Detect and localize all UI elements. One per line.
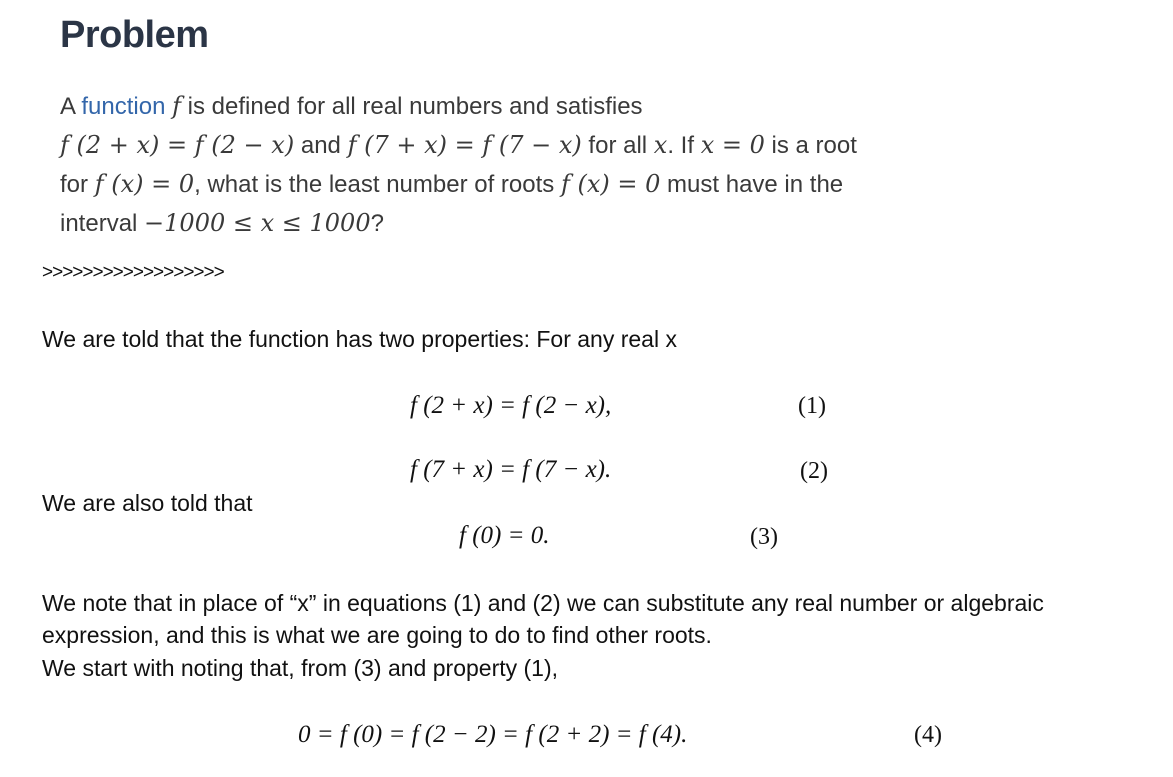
equation-2: [410, 456, 611, 484]
problem-text: A: [60, 93, 82, 120]
math-f: f: [172, 92, 181, 120]
problem-line-2: [60, 131, 857, 160]
math-eq: f (x) = 0: [94, 170, 195, 198]
problem-title: Problem: [60, 14, 209, 56]
equation-4-text: 0 = f (0) = f (2 − 2) = f (2 + 2) = f (4).: [298, 721, 688, 748]
note-line-1: We note that in place of “x” in equations (1) and (2) we can substitute any real number or algebraic: [42, 590, 1044, 616]
equation-1: [410, 392, 611, 420]
problem-text: is defined for all real numbers and satisfies: [180, 93, 643, 120]
note-line-3: We start with noting that, from (3) and property (1),: [42, 655, 559, 681]
solution-intro: We are told that the function has two properties: For any real x: [42, 326, 677, 352]
problem-text: for all: [581, 132, 654, 159]
problem-text: and: [294, 132, 348, 159]
problem-text: is a root: [764, 132, 857, 159]
math-eq: f (x) = 0: [560, 170, 661, 198]
equation-3: [459, 522, 549, 550]
equation-2-number: (2): [800, 458, 828, 484]
problem-text: interval: [60, 210, 145, 237]
math-eq: f (7 + x) = f (7 − x): [347, 131, 582, 159]
math-x: x: [653, 131, 668, 159]
problem-line-4: [60, 209, 384, 238]
problem-text: for: [60, 171, 95, 198]
problem-text: , what is the least number of roots: [194, 171, 561, 198]
problem-text: ?: [370, 210, 384, 237]
problem-line-3: [60, 170, 843, 199]
equation-2-text: f (7 + x) = f (7 − x).: [410, 456, 612, 483]
equation-1-text: f (2 + x) = f (2 − x),: [410, 392, 612, 419]
equation-1-number: (1): [798, 393, 826, 419]
math-eq: f (2 + x) = f (2 − x): [60, 131, 295, 159]
note-line-2: expression, and this is what we are going to do to find other roots.: [42, 622, 712, 648]
equation-4: [298, 721, 687, 749]
equation-3-text: f (0) = 0.: [459, 522, 550, 549]
separator: >>>>>>>>>>>>>>>>>>: [42, 262, 224, 283]
problem-line-1: [60, 92, 643, 121]
math-eq: x = 0: [700, 131, 765, 159]
also-told-text: We are also told that: [42, 490, 253, 516]
function-link[interactable]: function: [81, 93, 166, 120]
equation-3-number: (3): [750, 524, 778, 550]
math-eq: −1000 ≤ x ≤ 1000: [144, 209, 371, 237]
problem-text: . If: [667, 132, 701, 159]
equation-4-number: (4): [914, 722, 942, 748]
problem-text: must have in the: [660, 171, 844, 198]
